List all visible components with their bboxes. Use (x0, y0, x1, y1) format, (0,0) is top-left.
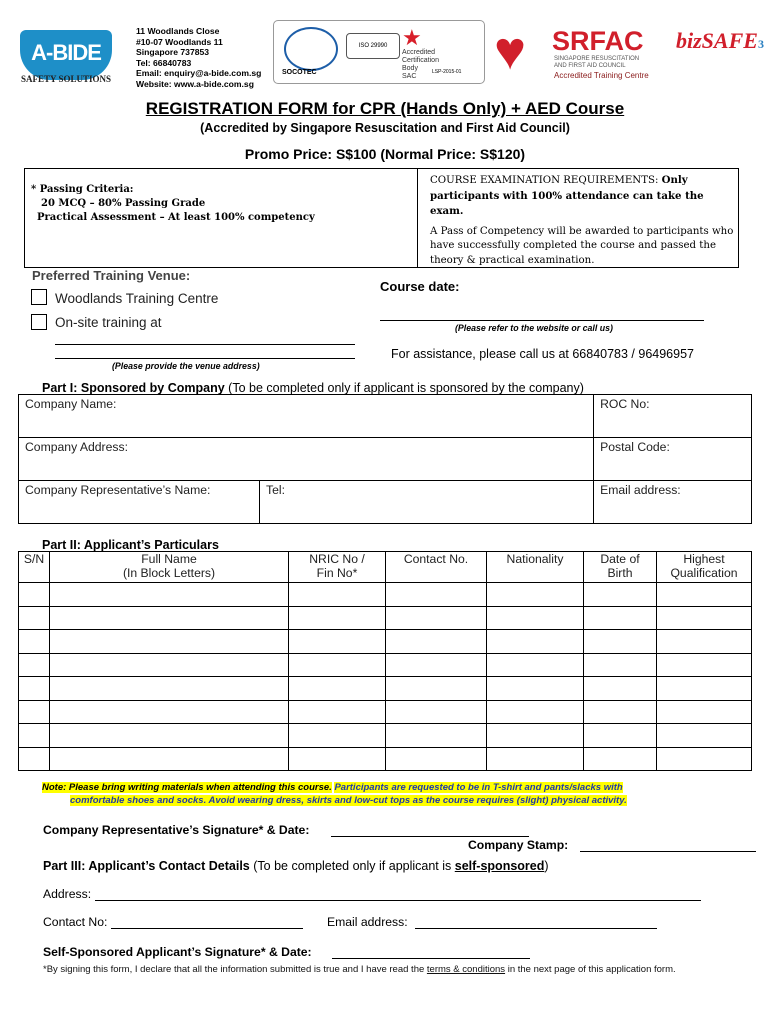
cell[interactable] (584, 700, 657, 724)
col-line: Highest (683, 552, 725, 566)
cell[interactable] (386, 606, 487, 630)
cell[interactable] (50, 747, 289, 771)
cell[interactable] (657, 653, 752, 677)
bizsafe-text: bizSAFE (676, 28, 758, 53)
col-sn (19, 552, 50, 583)
part3-note-pre: (To be completed only if applicant is (253, 859, 452, 873)
certification-logos (273, 20, 485, 84)
company-table (18, 394, 752, 524)
cell[interactable] (50, 630, 289, 654)
srfac-accredited: Accredited Training Centre (554, 71, 649, 80)
assistance-text: For assistance, please call us at 66840783 / 96496957 (391, 347, 694, 361)
cell[interactable] (487, 700, 584, 724)
pass-paragraph: A Pass of Competency will be awarded to participants who have successfully completed the course and passed the theory & practical examination. (430, 225, 734, 266)
applicant-row (19, 583, 752, 607)
cell[interactable] (50, 583, 289, 607)
col-line: NRIC No / (309, 552, 365, 566)
cell[interactable] (50, 724, 289, 748)
sac-line: Accredited (402, 49, 436, 56)
col-line: (In Block Letters) (122, 566, 216, 580)
company-name-label: Company Name: (25, 397, 117, 411)
srfac-line: AND FIRST AID COUNCIL (554, 63, 626, 69)
criteria-practical: Practical Assessment – At least 100% competency (37, 212, 315, 223)
company-address-cell[interactable] (19, 438, 594, 481)
bizsafe-level: 3 (757, 37, 764, 51)
sac-line: Body (402, 65, 418, 72)
cell[interactable] (487, 653, 584, 677)
a-bide-logo (16, 18, 116, 88)
course-date-label: Course date: (380, 279, 460, 294)
rep-name-label: Company Representative’s Name: (25, 483, 211, 497)
col-full-name (50, 552, 289, 583)
srfac-line: SINGAPORE RESUSCITATION (554, 56, 640, 62)
cell[interactable] (19, 583, 50, 607)
venue-label: Preferred Training Venue: (32, 268, 191, 283)
email-address-label: Email address: (327, 915, 408, 929)
venue-address-line-2[interactable] (55, 349, 355, 359)
col-line: Fin No* (316, 566, 358, 580)
cell[interactable] (584, 630, 657, 654)
col-nric (289, 552, 386, 583)
cell[interactable] (657, 747, 752, 771)
tel-cell[interactable] (260, 481, 594, 524)
cell[interactable] (386, 630, 487, 654)
srfac-name: SRFAC (552, 26, 644, 56)
terms-link[interactable]: terms & conditions (426, 964, 506, 975)
lsp-code: LSP-2015-01 (432, 69, 462, 75)
criteria-box (24, 168, 739, 268)
cell[interactable] (386, 747, 487, 771)
bizsafe-logo (676, 28, 764, 54)
header-contact (136, 26, 261, 90)
onsite-option-label: On-site training at (55, 315, 162, 330)
col-dob (584, 552, 657, 583)
declaration-text (43, 964, 676, 975)
company-address-label: Company Address: (25, 440, 128, 454)
contact-no-label: Contact No: (43, 915, 108, 929)
form-subtitle: (Accredited by Singapore Resuscitation and First Aid Council) (200, 121, 570, 135)
heart-icon: ♥ (494, 21, 527, 81)
contact-line: Singapore 737853 (136, 47, 210, 58)
cell[interactable] (19, 653, 50, 677)
cell[interactable] (584, 606, 657, 630)
cell[interactable] (386, 677, 487, 701)
requirements-bold: Only participants with 100% attendance can take the exam. (430, 174, 704, 217)
company-name-cell[interactable] (19, 395, 594, 438)
self-sponsored-label: self-sponsored (454, 859, 545, 873)
cell[interactable] (50, 606, 289, 630)
woodlands-option-label: Woodlands Training Centre (55, 291, 219, 306)
venue-note: (Please provide the venue address) (112, 361, 260, 371)
cell[interactable] (487, 747, 584, 771)
form-title: REGISTRATION FORM for CPR (Hands Only) + AED Course (145, 99, 625, 118)
col-line: Full Name (141, 552, 197, 566)
venue-address-line-1[interactable] (55, 334, 355, 345)
cell[interactable] (19, 677, 50, 701)
socotec-label: SOCOTEC (282, 69, 317, 76)
company-stamp-label: Company Stamp: (468, 838, 569, 852)
postal-label: Postal Code: (600, 440, 670, 454)
cell[interactable] (50, 677, 289, 701)
address-label: Address: (43, 887, 92, 901)
cell[interactable] (657, 606, 752, 630)
declaration-pre: *By signing this form, I declare that all the information submitted is true and I have read the (43, 964, 425, 975)
contact-line: #10-07 Woodlands 11 (136, 36, 223, 47)
contact-line: 11 Woodlands Close (136, 26, 220, 36)
cell[interactable] (657, 583, 752, 607)
criteria-divider (417, 169, 418, 267)
address-line[interactable] (95, 886, 701, 901)
note-blue: Participants are requested to be in T-shirt and pants/slacks with (334, 782, 623, 793)
socotec-icon (284, 27, 338, 71)
woodlands-checkbox[interactable] (31, 289, 47, 305)
self-signature-line[interactable] (332, 945, 530, 959)
cell[interactable] (584, 583, 657, 607)
applicant-row (19, 747, 752, 771)
col-line: Contact No. (403, 552, 469, 566)
cell[interactable] (289, 724, 386, 748)
self-signature-label: Self-Sponsored Applicant’s Signature* & Date: (43, 945, 312, 959)
col-line: Nationality (506, 552, 564, 566)
cell[interactable] (19, 630, 50, 654)
cell[interactable] (19, 747, 50, 771)
criteria-mcq: 20 MCQ – 80% Passing Grade (41, 198, 206, 209)
cell[interactable] (19, 700, 50, 724)
rep-signature-line[interactable] (331, 823, 529, 837)
rep-name-cell[interactable] (19, 481, 260, 524)
iso-label: ISO 29990 (346, 33, 400, 59)
note-line (42, 794, 627, 807)
part3-note-post: ) (544, 859, 549, 873)
cell[interactable] (289, 630, 386, 654)
contact-line: Email: enquiry@a-bide.com.sg (136, 68, 262, 79)
col-line: Date of (600, 552, 640, 566)
applicant-row (19, 606, 752, 630)
cell[interactable] (289, 606, 386, 630)
cell[interactable] (289, 677, 386, 701)
cell[interactable] (657, 677, 752, 701)
rep-signature-label: Company Representative’s Signature* & Date: (43, 823, 310, 837)
part3-title: Part III: Applicant’s Contact Details (43, 859, 250, 873)
cell[interactable] (584, 677, 657, 701)
sac-star-icon: ★ (402, 25, 422, 50)
col-nationality (487, 552, 584, 583)
cell[interactable] (386, 700, 487, 724)
roc-cell[interactable] (594, 395, 752, 438)
cell[interactable] (386, 653, 487, 677)
criteria-heading: * Passing Criteria: (31, 184, 134, 195)
cell[interactable] (289, 583, 386, 607)
cell[interactable] (487, 606, 584, 630)
note-bold: Note: Please bring writing materials when attending this course. (42, 782, 332, 793)
roc-label: ROC No: (600, 397, 650, 411)
cell[interactable] (19, 724, 50, 748)
col-line: S/N (23, 552, 45, 566)
cell[interactable] (289, 747, 386, 771)
cell[interactable] (386, 724, 487, 748)
srfac-full-name (554, 56, 639, 70)
part3-heading (43, 859, 549, 873)
logo-brand: A-BIDE (31, 40, 101, 65)
applicant-row (19, 700, 752, 724)
applicant-row (19, 724, 752, 748)
applicant-row (19, 677, 752, 701)
cell[interactable] (487, 677, 584, 701)
applicant-row (19, 653, 752, 677)
cell[interactable] (657, 630, 752, 654)
note-line (42, 781, 627, 794)
onsite-checkbox[interactable] (31, 314, 47, 330)
promo-price: Promo Price: S$100 (Normal Price: S$120) (244, 146, 526, 162)
course-date-line[interactable] (380, 310, 704, 321)
declaration-post: in the next page of this application form. (507, 964, 676, 975)
cell[interactable] (487, 724, 584, 748)
attire-note (42, 781, 627, 807)
requirements-heading: COURSE EXAMINATION REQUIREMENTS: (430, 175, 659, 186)
email-address-line[interactable] (415, 914, 657, 929)
col-qualification (657, 552, 752, 583)
company-stamp-line[interactable] (580, 838, 756, 852)
part1-heading (42, 381, 584, 395)
cell[interactable] (487, 583, 584, 607)
contact-line: Website: www.a-bide.com.sg (136, 78, 254, 89)
logo-subtitle: SAFETY SOLUTIONS (21, 74, 111, 84)
applicant-table (18, 551, 752, 771)
cell[interactable] (19, 606, 50, 630)
postal-cell[interactable] (594, 438, 752, 481)
contact-no-line[interactable] (111, 914, 303, 929)
tel-label: Tel: (266, 483, 285, 497)
col-line: Qualification (670, 566, 738, 580)
cell[interactable] (487, 630, 584, 654)
part1-note: (To be completed only if applicant is sponsored by the company) (228, 381, 584, 395)
cell[interactable] (584, 653, 657, 677)
cell[interactable] (584, 747, 657, 771)
cell[interactable] (657, 724, 752, 748)
cell[interactable] (289, 653, 386, 677)
col-contact (386, 552, 487, 583)
cell[interactable] (50, 700, 289, 724)
sac-line: Certification (402, 57, 439, 64)
col-line: Birth (607, 566, 633, 580)
note-blue-2: comfortable shoes and socks. Avoid wearing dress, skirts and low-cut tops as the course requires (slight) physical activity. (70, 795, 627, 806)
part2-title: Part II: Applicant’s Particulars (42, 538, 219, 552)
email-label: Email address: (600, 483, 681, 497)
cell[interactable] (50, 653, 289, 677)
cell[interactable] (289, 700, 386, 724)
requirements-paragraph (430, 173, 735, 220)
cell[interactable] (386, 583, 487, 607)
cell[interactable] (584, 724, 657, 748)
exam-requirements (430, 173, 735, 273)
contact-line: Tel: 66840783 (136, 57, 192, 68)
course-date-note: (Please refer to the website or call us) (455, 323, 613, 333)
email-cell[interactable] (594, 481, 752, 524)
passing-criteria (31, 183, 315, 225)
applicant-row (19, 630, 752, 654)
cell[interactable] (657, 700, 752, 724)
part1-title: Part I: Sponsored by Company (42, 381, 225, 395)
srfac-logo (494, 21, 666, 84)
sac-abbr: SAC (402, 73, 417, 80)
